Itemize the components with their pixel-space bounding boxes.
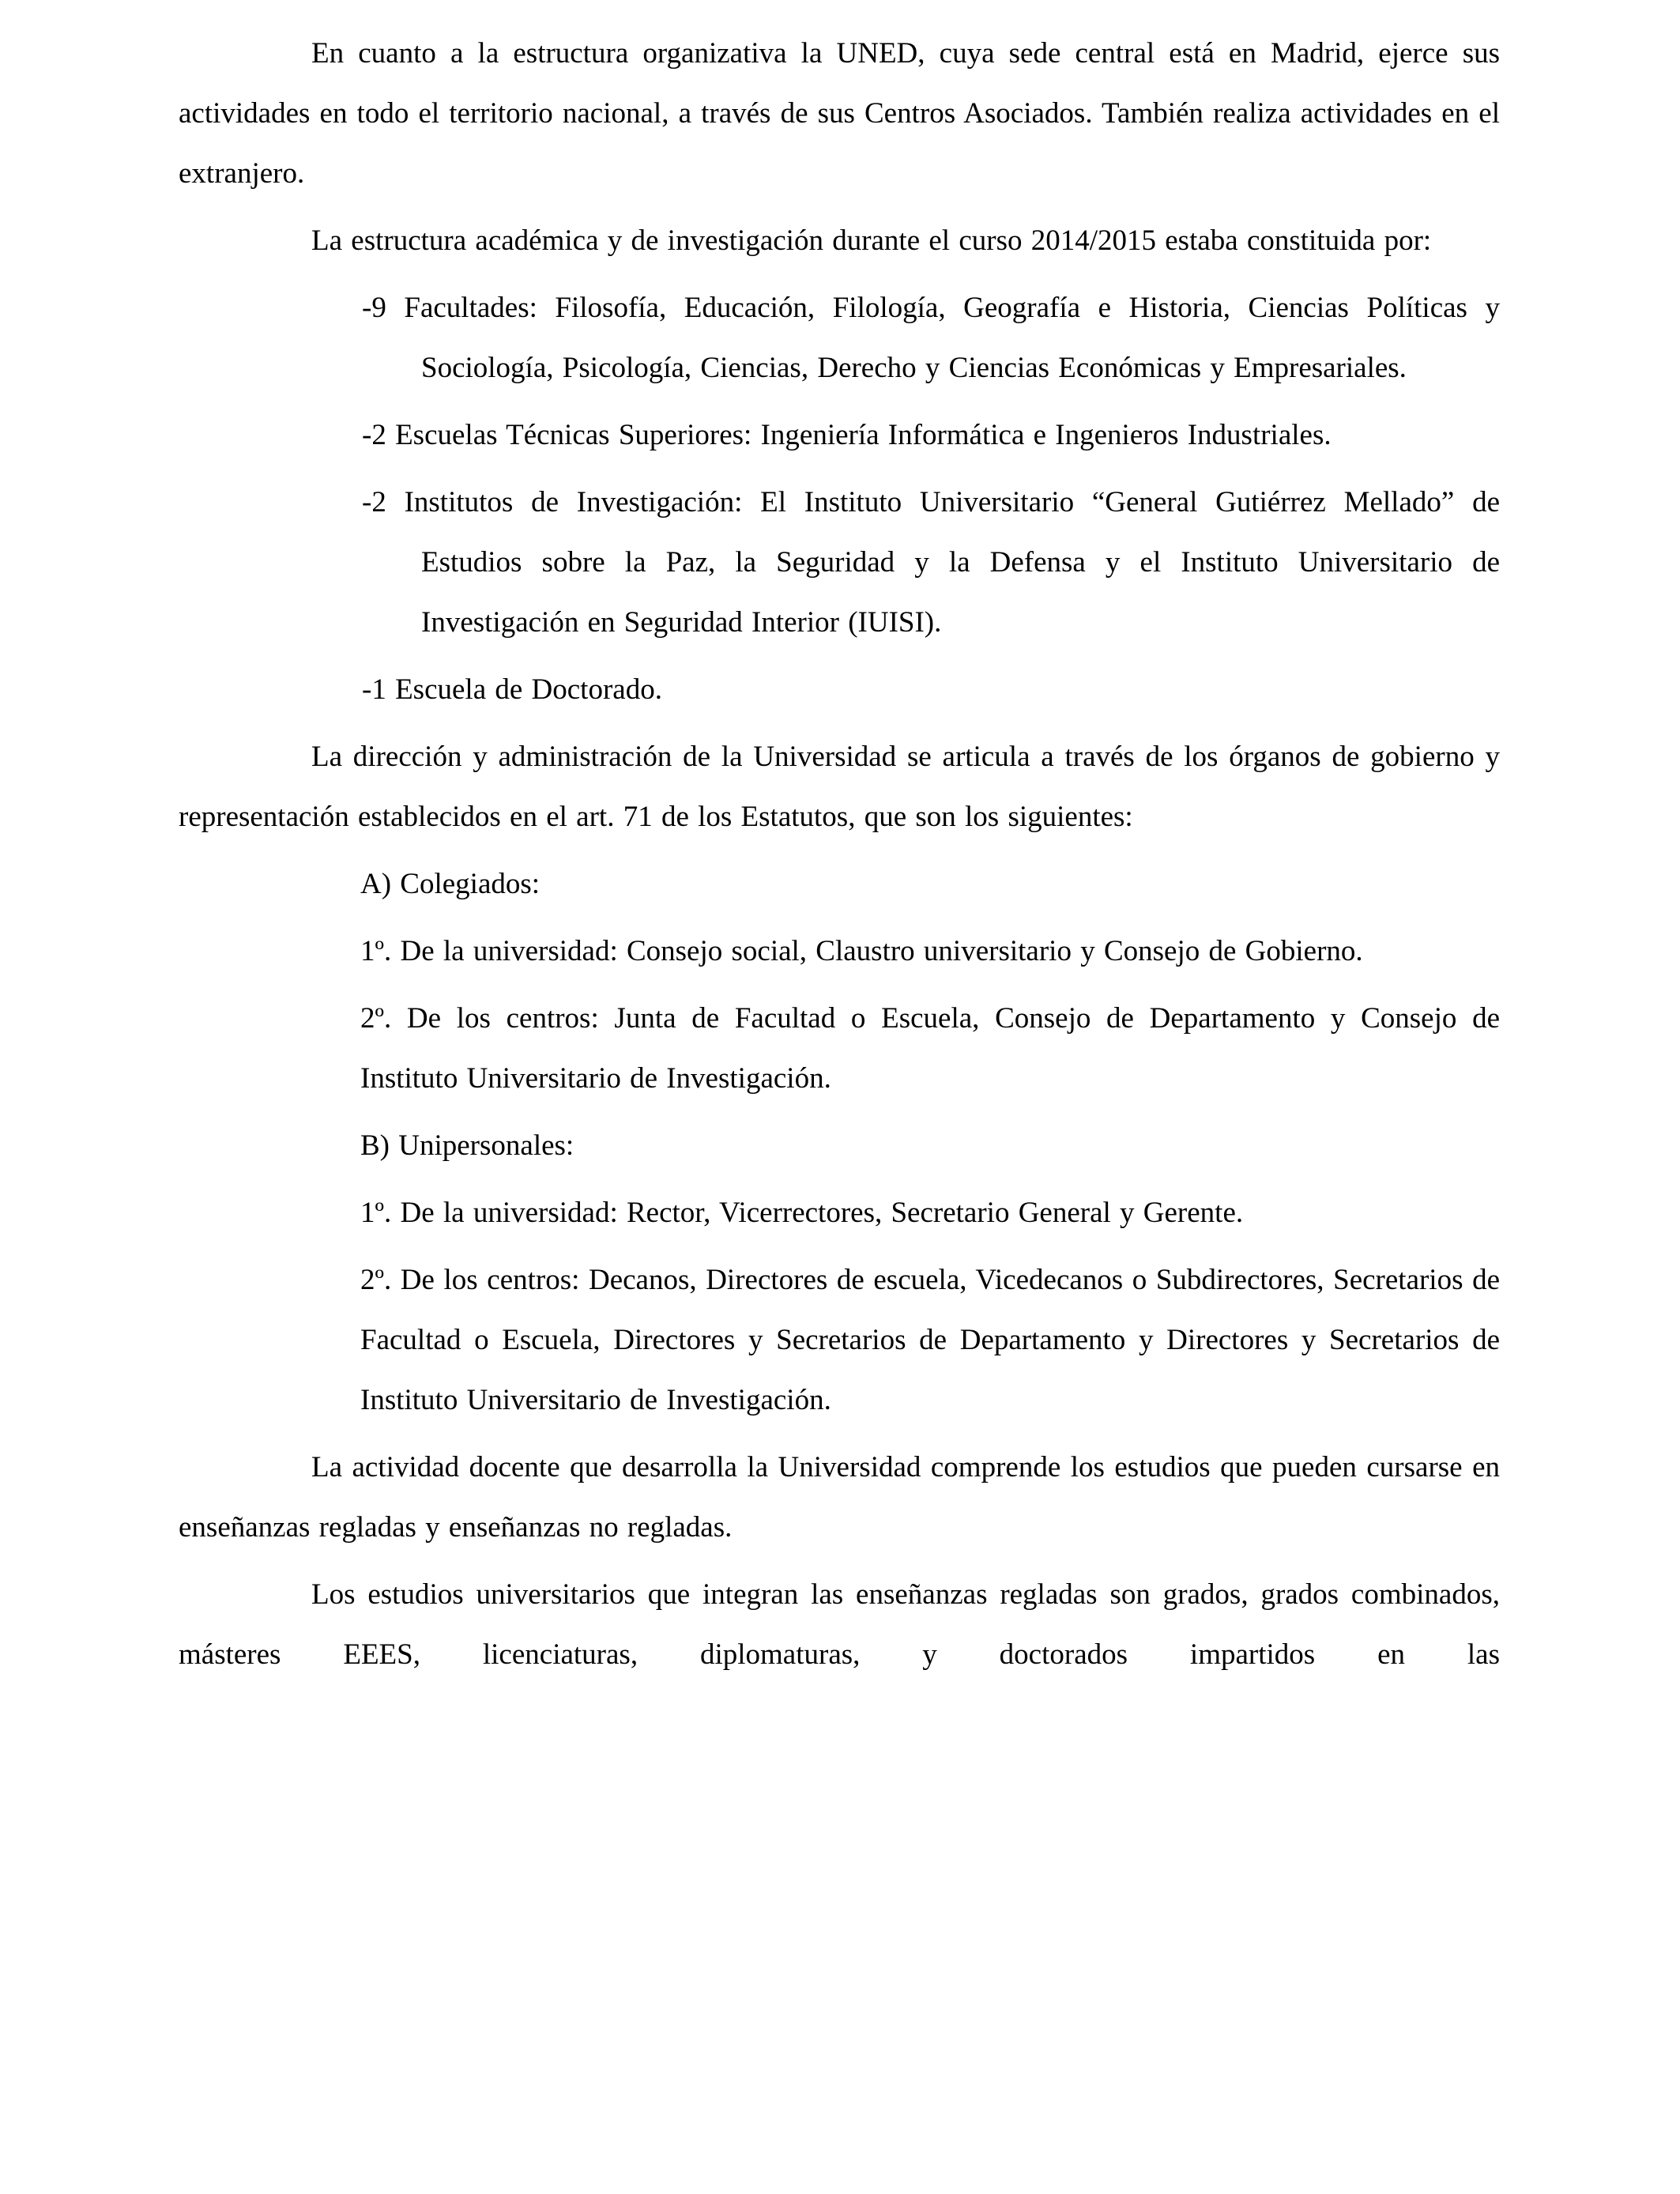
list-item: -2 Escuelas Técnicas Superiores: Ingeniería Informática e Ingenieros Industriales. [362, 419, 1332, 451]
sub-list-item: 2º. De los centros: Decanos, Directores de escuela, Vicedecanos o Subdirectores, Secretarios de Facultad o Escuela, Directores y Secretarios de Departamento y Directores y Secretarios de Instituto Universitario de Investigación. [360, 1264, 1500, 1416]
document-body [179, 24, 1500, 1685]
list-item: -1 Escuela de Doctorado. [362, 673, 662, 706]
sub-list-item: 1º. De la universidad: Rector, Vicerrectores, Secretario General y Gerente. [360, 1197, 1244, 1229]
sub-list-item: 2º. De los centros: Junta de Facultad o Escuela, Consejo de Departamento y Consejo de Instituto Universitario de Investigación. [360, 1002, 1500, 1095]
sub-list-item: B) Unipersonales: [360, 1129, 574, 1162]
paragraph: La estructura académica y de investigación durante el curso 2014/2015 estaba constituida por: [311, 224, 1432, 257]
paragraph: La actividad docente que desarrolla la Universidad comprende los estudios que pueden cursarse en enseñanzas regladas y enseñanzas no regladas. [179, 1451, 1500, 1544]
paragraph: La dirección y administración de la Universidad se articula a través de los órganos de gobierno y representación establecidos en el art. 71 de los Estatutos, que son los siguientes: [179, 741, 1500, 833]
sub-list-item: A) Colegiados: [360, 868, 541, 900]
list-item: -2 Institutos de Investigación: El Instituto Universitario “General Gutiérrez Mellado” de Estudios sobre la Paz, la Seguridad y la Defensa y el Instituto Universitario de Investigación en Seguridad Interior (IUISI). [362, 486, 1500, 639]
paragraph: En cuanto a la estructura organizativa la UNED, cuya sede central está en Madrid, ejerce sus actividades en todo el territorio nacional, a través de sus Centros Asociados. También realiza actividades en el extranjero. [179, 37, 1500, 190]
list-item: -9 Facultades: Filosofía, Educación, Filología, Geografía e Historia, Ciencias Políticas y Sociología, Psicología, Ciencias, Derecho y Ciencias Económicas y Empresariales. [362, 292, 1500, 384]
sub-list-item: 1º. De la universidad: Consejo social, Claustro universitario y Consejo de Gobierno. [360, 935, 1363, 967]
paragraph: Los estudios universitarios que integran las enseñanzas regladas son grados, grados combinados, másteres EEES, licenciaturas, diplomaturas, y doctorados impartidos en las [179, 1578, 1500, 1671]
